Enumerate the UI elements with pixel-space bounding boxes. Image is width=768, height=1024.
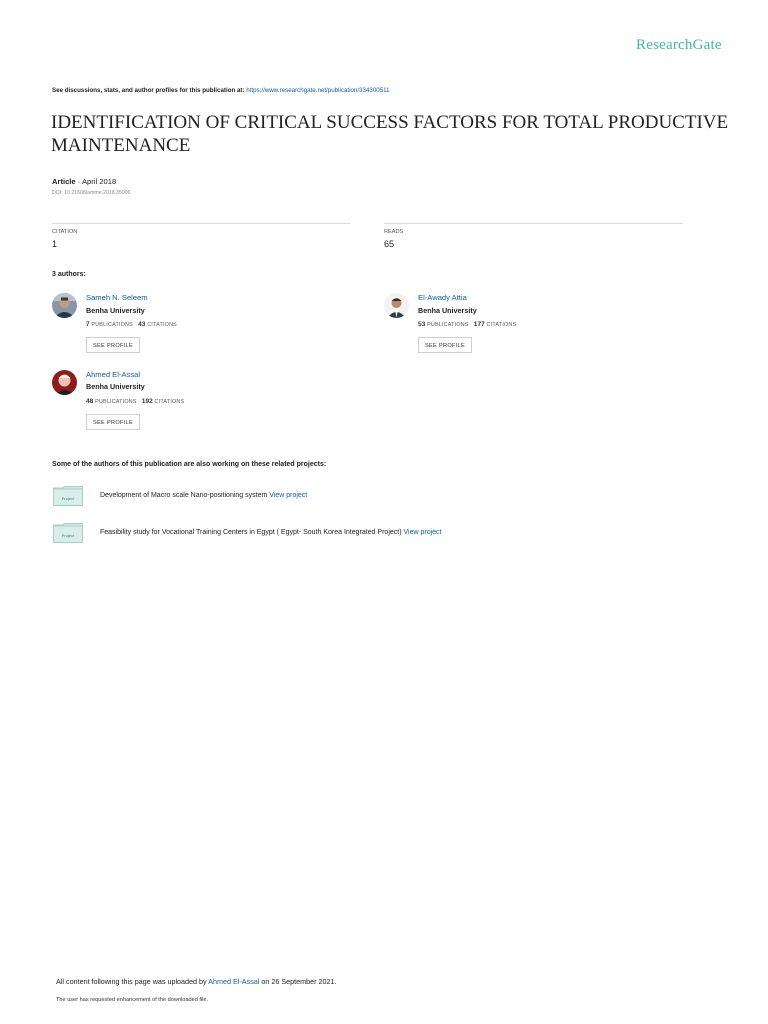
uploader-link[interactable]: Ahmed El-Assal: [208, 977, 260, 986]
project-icon-label: Project: [61, 496, 75, 501]
project-1: [100, 492, 307, 499]
citation-count: 1: [52, 239, 58, 249]
authors-heading: 3 authors:: [52, 271, 86, 278]
citations-unit: CITATIONS: [154, 399, 185, 405]
folder-icon: [53, 523, 83, 541]
article-type: Article: [52, 177, 76, 186]
article-date: · April 2018: [75, 177, 117, 186]
author-1-affiliation: Benha University: [86, 306, 145, 315]
related-projects-heading: Some of the authors of this publication are also working on these related projects:: [52, 461, 327, 468]
author-3-publications: 48: [86, 398, 94, 405]
researchgate-logo[interactable]: ResearchGate: [636, 37, 722, 53]
project-1-view-link[interactable]: View project: [269, 492, 308, 499]
project-icon-label: Project: [61, 533, 75, 538]
citations-unit: CITATIONS: [147, 322, 177, 328]
author-1-publications: 7: [86, 321, 90, 328]
see-profile-button-author-3[interactable]: SEE PROFILE: [86, 414, 140, 430]
author-3-name[interactable]: Ahmed El-Assal: [86, 370, 141, 379]
folder-icon: [53, 486, 83, 504]
project-1-title: Development of Macro scale Nano-positioning system: [100, 492, 270, 499]
author-3-citations: 192: [141, 398, 153, 405]
author-2-name[interactable]: El-Awady Attia: [418, 293, 467, 302]
reads-label: READS: [384, 229, 404, 235]
author-1-metrics: [86, 321, 177, 328]
publications-unit: PUBLICATIONS: [95, 399, 137, 405]
upload-notice: [56, 977, 337, 986]
author-2-publications: 53: [418, 321, 426, 328]
citations-unit: CITATIONS: [486, 322, 517, 328]
upload-prefix: All content following this page was uploaded by: [56, 977, 209, 986]
citation-label: CITATION: [52, 229, 78, 235]
discussion-line: [52, 87, 390, 94]
upload-suffix: on 26 September 2021.: [259, 977, 337, 986]
author-2-affiliation: Benha University: [418, 306, 477, 315]
project-2: [100, 529, 442, 536]
author-1-name[interactable]: Sameh N. Seleem: [86, 293, 148, 302]
project-2-title: Feasibility study for Vocational Training Centers in Egypt ( Egypt- South Korea Integrated Project): [100, 529, 404, 536]
publications-unit: PUBLICATIONS: [91, 322, 133, 328]
divider-reads: [384, 223, 683, 224]
avatar-author-1[interactable]: [52, 293, 77, 318]
reads-count: 65: [384, 239, 395, 249]
publication-title: IDENTIFICATION OF CRITICAL SUCCESS FACTORS FOR TOTAL PRODUCTIVE MAINTENANCE: [51, 112, 729, 156]
author-1-citations: 43: [138, 321, 146, 328]
see-profile-button-author-1[interactable]: SEE PROFILE: [86, 337, 140, 353]
author-3-metrics: [86, 398, 184, 405]
project-2-view-link[interactable]: View project: [403, 529, 442, 536]
avatar-author-2[interactable]: [384, 293, 409, 318]
article-meta: [52, 177, 116, 186]
publication-url-link[interactable]: https://www.researchgate.net/publication/334300511: [246, 87, 390, 94]
publications-unit: PUBLICATIONS: [427, 322, 469, 328]
doi: DOI: 10.21608/amme.2018.35006: [52, 190, 131, 196]
author-2-citations: 177: [473, 321, 485, 328]
avatar-author-3[interactable]: [52, 370, 77, 395]
see-profile-button-author-2[interactable]: SEE PROFILE: [418, 337, 472, 353]
divider-citations: [52, 223, 350, 224]
discussion-prefix: See discussions, stats, and author profiles for this publication at:: [52, 87, 247, 94]
author-3-affiliation: Benha University: [86, 382, 145, 391]
enhancement-note: The user has requested enhancement of the downloaded file.: [56, 997, 209, 1003]
author-2-metrics: [418, 321, 516, 328]
